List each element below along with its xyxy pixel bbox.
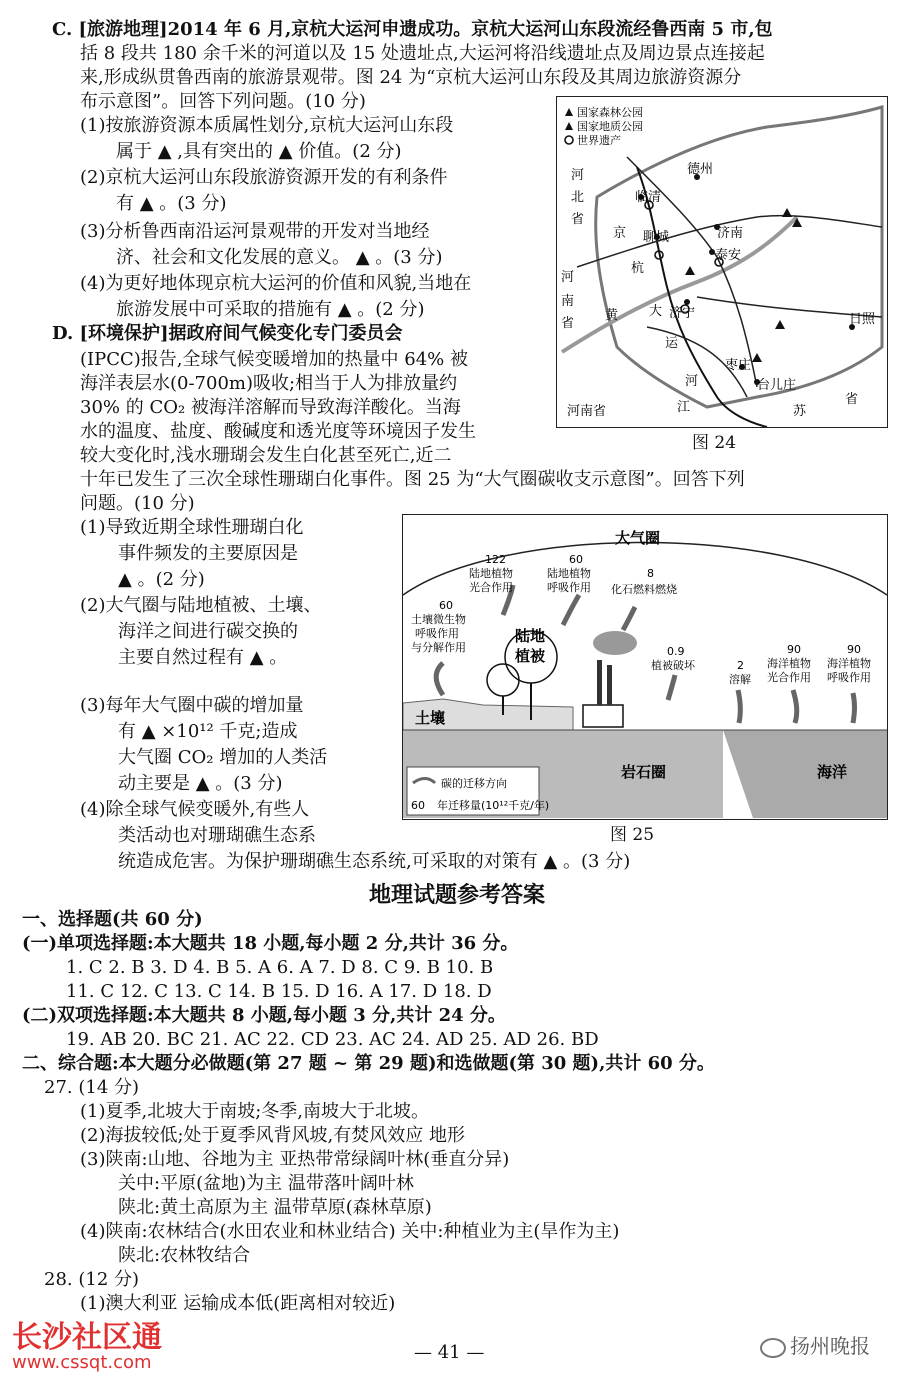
answer-line: 19. AB 20. BC 21. AC 22. CD 23. AC 24. AD 25. AD 26. BD: [66, 1029, 599, 1050]
map-label: 杭: [631, 261, 645, 276]
watermark-brand: [760, 1330, 870, 1359]
text-line: 动主要是 ▲ 。(3 分): [118, 773, 283, 794]
text-line: D. [环境保护]据政府间气候变化专门委员会: [52, 323, 403, 344]
map-label: 临清: [635, 190, 662, 205]
flux-value: 8: [647, 567, 654, 580]
flux-label: 陆地植物: [547, 567, 591, 580]
map-label: 河: [571, 168, 585, 183]
answer-line: 一、选择题(共 60 分): [22, 909, 203, 930]
map-label: 河: [561, 270, 575, 285]
zone-label: 岩石圈: [621, 763, 667, 781]
map-label: 枣庄: [725, 358, 752, 373]
forest-park-icon: [685, 266, 695, 275]
map-label: 大: [649, 304, 663, 319]
text-line: 30% 的 CO₂ 被海洋溶解而导致海洋酸化。当海: [80, 397, 461, 418]
tree-icon: [487, 664, 519, 696]
diagram-svg: [403, 515, 887, 819]
text-line: 济、社会和文化发展的意义。 ▲ 。(3 分): [116, 247, 443, 268]
diagram-legend-text: 年迁移量(10¹²千克/年): [437, 799, 550, 812]
text-line: (4)为更好地体现京杭大运河的价值和风貌,当地在: [80, 273, 472, 294]
map-label: 黄: [605, 308, 619, 323]
flux-label: 光合作用: [767, 671, 811, 684]
flux-value: 90: [847, 643, 861, 656]
flux-label: 化石燃料燃烧: [611, 583, 677, 596]
answer-line: 关中:平原(盆地)为主 温带落叶阔叶林: [118, 1173, 414, 1194]
answer-line: 28. (12 分): [44, 1269, 140, 1290]
answer-line: 11. C 12. C 13. C 14. B 15. D 16. A 17. D 18. D: [66, 981, 492, 1002]
map-label: 苏: [793, 404, 807, 419]
answers-title: 地理试题参考答案: [368, 883, 545, 908]
text-line: (IPCC)报告,全球气候变暖增加的热量中 64% 被: [80, 349, 468, 370]
flux-label: 呼吸作用: [827, 671, 871, 684]
answer-line: (2)海拔较低;处于夏季风背风坡,有焚风效应 地形: [80, 1125, 466, 1146]
factory-icon: [583, 705, 623, 727]
flux-value: 60: [569, 553, 583, 566]
flux-value: 90: [787, 643, 801, 656]
diagram-legend-text: 60: [411, 799, 425, 812]
answer-line: 二、综合题:本大题分必做题(第 27 题 ~ 第 29 题)和选做题(第 30 题),共计 60 分。: [22, 1053, 715, 1074]
map-label: 江: [677, 400, 691, 415]
text-line: 统造成危害。为保护珊瑚礁生态系统,可采取的对策有 ▲ 。(3 分): [118, 851, 631, 872]
figure-25-diagram: [402, 514, 888, 820]
watermark-url: www.cssqt.com: [12, 1352, 152, 1373]
flux-label: 呼吸作用: [547, 581, 591, 594]
map-label: 北: [571, 190, 585, 205]
text-line: 布示意图”。回答下列问题。(10 分): [80, 91, 366, 112]
text-line: 来,形成纵贯鲁西南的旅游景观带。图 24 为“京杭大运河山东段及其周边旅游资源分: [80, 67, 742, 88]
answer-line: 陕北:农林牧结合: [118, 1245, 251, 1266]
figure-24-map: [556, 96, 888, 428]
flux-label: 溶解: [729, 673, 751, 686]
map-label: 泰安: [715, 248, 742, 263]
forest-park-icon: [782, 208, 792, 217]
page-number: — 41 —: [414, 1342, 485, 1363]
flux-label: 海洋植物: [827, 657, 871, 670]
chimney: [607, 665, 612, 705]
map-label: 台儿庄: [757, 378, 797, 393]
smoke-cloud: [593, 631, 637, 655]
text-line: 事件频发的主要原因是: [118, 543, 298, 564]
text-line: 海洋之间进行碳交换的: [118, 621, 298, 642]
flux-label: 光合作用: [469, 581, 513, 594]
geo-park-icon: [752, 353, 762, 362]
flux-label: 海洋植物: [767, 657, 811, 670]
text-line: (1)按旅游资源本质属性划分,京杭大运河山东段: [80, 115, 454, 136]
map-legend-text: 世界遗产: [577, 134, 621, 147]
text-line: 主要自然过程有 ▲ 。: [118, 647, 288, 668]
flux-value: 122: [485, 553, 506, 566]
flux-value: 2: [737, 659, 744, 672]
map-label: 河: [685, 374, 699, 389]
answer-line: 1. C 2. B 3. D 4. B 5. A 6. A 7. D 8. C 9. B 10. B: [66, 957, 494, 978]
text-line: (3)分析鲁西南沿运河景观带的开发对当地经: [80, 221, 430, 242]
text-line: 有 ▲ 。(3 分): [116, 193, 227, 214]
flux-arrow: [793, 690, 797, 723]
map-label: 省: [845, 392, 859, 407]
answer-line: 27. (14 分): [44, 1077, 140, 1098]
text-line: 括 8 段共 180 余千米的河道以及 15 处遗址点,大运河将沿线遗址点及周边景点连接起: [80, 43, 765, 64]
flux-arrow: [668, 675, 675, 700]
text-line: 旅游发展中可采取的措施有 ▲ 。(2 分): [116, 299, 425, 320]
text-line: ▲ 。(2 分): [118, 569, 205, 590]
text-line: 问题。(10 分): [80, 493, 195, 514]
chimney: [597, 660, 602, 705]
answer-line: (一)单项选择题:本大题共 18 小题,每小题 2 分,共计 36 分。: [22, 933, 519, 954]
map-label: 运: [665, 336, 679, 351]
map-label: 日照: [849, 312, 876, 327]
flux-arrow: [563, 595, 579, 625]
flux-arrow: [738, 690, 740, 723]
flux-arrow: [853, 693, 855, 723]
forest-park-icon: [775, 320, 785, 329]
text-line: (2)京杭大运河山东段旅游资源开发的有利条件: [80, 167, 448, 188]
answer-line: (4)陕南:农林结合(水田农业和林业结合) 关中:种植业为主(旱作为主): [80, 1221, 620, 1242]
map-svg: [557, 97, 887, 427]
figure-24-caption: 图 24: [692, 433, 737, 453]
flux-label: 植被破坏: [651, 659, 695, 672]
city-dot: [684, 299, 690, 305]
figure-25-caption: 图 25: [610, 825, 655, 845]
text-line: C. [旅游地理]2014 年 6 月,京杭大运河申遗成功。京杭大运河山东段流经鲁西南 5 市,包: [52, 19, 773, 40]
map-legend-text: 国家森林公园: [577, 106, 643, 119]
text-line: (2)大气圈与陆地植被、土壤、: [80, 595, 322, 616]
text-line: 水的温度、盐度、酸碱度和透光度等环境因子发生: [80, 421, 476, 442]
zone-label: 土壤: [415, 709, 446, 727]
flux-label: 与分解作用: [411, 641, 466, 654]
answer-line: 陕北:黄土高原为主 温带草原(森林草原): [118, 1197, 432, 1218]
answer-line: (1)夏季,北坡大于南坡;冬季,南坡大于北坡。: [80, 1101, 430, 1122]
diagram-title: 大气圈: [615, 529, 661, 547]
text-line: 大气圈 CO₂ 增加的人类活: [118, 747, 328, 768]
text-line: (1)导致近期全球性珊瑚白化: [80, 517, 304, 538]
wechat-icon: [760, 1338, 786, 1358]
text-line: 十年已发生了三次全球性珊瑚白化事件。图 25 为“大气圈碳收支示意图”。回答下列: [80, 469, 745, 490]
watermark-brand-text: 扬州晚报: [790, 1334, 870, 1358]
flux-value: 60: [439, 599, 453, 612]
map-label: 省: [571, 212, 585, 227]
watermark-logo: 长沙社区通: [12, 1320, 162, 1355]
answer-line: (二)双项选择题:本大题共 8 小题,每小题 3 分,共计 24 分。: [22, 1005, 506, 1026]
text-line: 有 ▲ ×10¹² 千克;造成: [118, 721, 298, 742]
flux-arrow: [623, 607, 635, 630]
map-label: 京: [613, 226, 627, 241]
zone-label: 植被: [515, 647, 546, 665]
text-line: 较大变化时,浅水珊瑚会发生白化甚至死亡,近二: [80, 445, 452, 466]
text-line: (3)每年大气圈中碳的增加量: [80, 695, 304, 716]
ocean-area: [723, 730, 887, 818]
text-line: 海洋表层水(0-700m)吸收;相当于人为排放量约: [80, 373, 458, 394]
map-label: 济南: [717, 226, 744, 241]
map-label: 济宁: [669, 306, 696, 321]
flux-arrow: [436, 663, 443, 695]
zone-label: 海洋: [817, 763, 848, 781]
flux-label: 陆地植物: [469, 567, 513, 580]
text-line: 类活动也对珊瑚礁生态系: [118, 825, 316, 846]
flux-value: 0.9: [667, 645, 685, 658]
text-line: (4)除全球气候变暖外,有些人: [80, 799, 310, 820]
answer-line: (1)澳大利亚 运输成本低(距离相对较近): [80, 1293, 396, 1314]
map-label: 聊城: [643, 230, 670, 245]
flux-label: 土壤微生物: [411, 613, 466, 626]
map-label: 河南省: [567, 404, 607, 419]
map-label: 德州: [687, 162, 714, 177]
text-line: 属于 ▲ ,具有突出的 ▲ 价值。(2 分): [116, 141, 402, 162]
map-label: 南: [561, 294, 575, 309]
answer-line: (3)陕南:山地、谷地为主 亚热带常绿阔叶林(垂直分异): [80, 1149, 510, 1170]
map-label: 省: [561, 316, 575, 331]
zone-label: 陆地: [515, 627, 546, 645]
flux-label: 呼吸作用: [415, 627, 459, 640]
map-legend-text: 国家地质公园: [577, 120, 643, 133]
diagram-legend-text: 碳的迁移方向: [441, 777, 507, 790]
